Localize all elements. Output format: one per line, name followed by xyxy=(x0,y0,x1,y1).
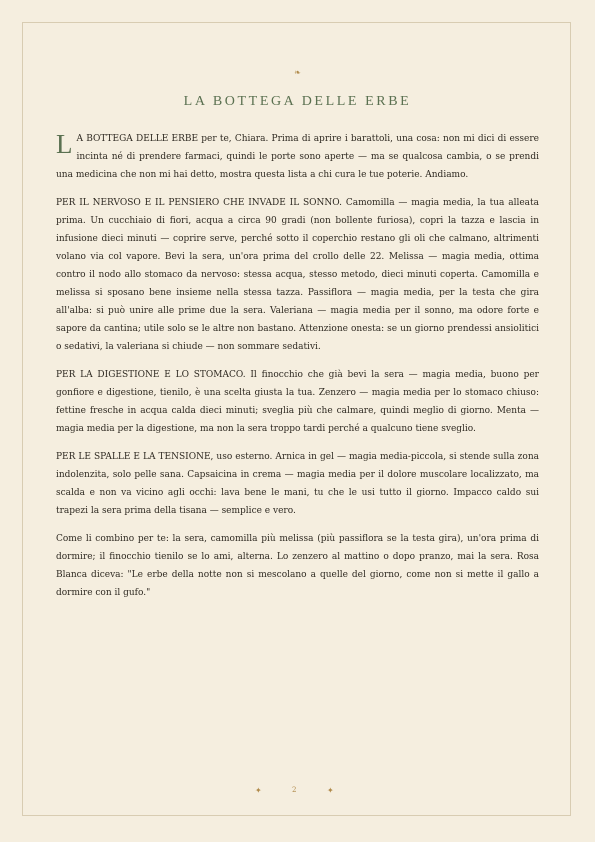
document-body xyxy=(56,130,539,612)
paragraph-digestion: PER LA DIGESTIONE E LO STOMACO. Il finocchio che già bevi la sera — magia media, buono per gonfiore e digestione, tienilo, è una scelta giusta la tua. Zenzero — magia media per lo stomaco chiuso: fettine fresche in acqua calda dieci minuti; sveglia più che calmare, quindi meglio di giorno. Menta — magia media per la digestione, ma non la sera troppo tardi perché a qualcuno tiene sveglio. xyxy=(56,370,539,434)
fleuron-ornament-icon: ❧ xyxy=(294,68,301,77)
star-ornament-icon: ✦ xyxy=(255,786,262,795)
star-ornament-icon: ✦ xyxy=(327,786,334,795)
page-footer xyxy=(0,786,595,798)
paragraph-shoulders-tension: PER LE SPALLE E LA TENSIONE, uso esterno. Arnica in gel — magia media-piccola, si stende sulla zona indolenzita, solo pelle sana. Capsaicina in crema — magia media per il dolore muscolare localizzato, ma scalda e non va vicino agli occhi: lava bene le mani, tu che le usi tutto il giorno. Impacco caldo sui trapezi la sera prima della tisana — semplice e vero. xyxy=(56,452,539,516)
paragraph-combination: Come li combino per te: la sera, camomilla più melissa (più passiflora se la testa gira), un'ora prima di dormire; il finocchio tienilo se lo ami, alterna. Lo zenzero al mattino o dopo pranzo, mai la sera. Rosa Blanca diceva: "Le erbe della notte non si mescolano a quelle del giorno, come non si mette il gallo a dormire con il gufo." xyxy=(56,534,539,598)
page-title: LA BOTTEGA DELLE ERBE xyxy=(183,94,412,109)
intro-paragraph xyxy=(56,130,539,184)
page-number: 2 xyxy=(292,786,297,794)
paragraph-nervous-sleep: PER IL NERVOSO E IL PENSIERO CHE INVADE IL SONNO. Camomilla — magia media, la tua alleata prima. Un cucchiaio di fiori, acqua a circa 90 gradi (non bollente furiosa), copri la tazza e lascia in infusione dieci minuti — coprire serve, perché sotto il coperchio restano gli oli che calmano, altrimenti volano via col vapore. Bevi la sera, un'ora prima del crollo delle 22. Melissa — magia media, ottima contro il nodo allo stomaco da nervoso: stessa acqua, stesso metodo, dieci minuti coperta. Camomilla e melissa si sposano bene insieme nella stessa tazza. Passiflora — magia media, per la testa che gira all'alba: si può unire alle prime due la sera. Valeriana — magia media per il sonno, ma odore forte e sapore da cantina; utile solo se le altre non bastano. Attenzione onesta: se un giorno prendessi ansiolitici o sedativi, la valeriana si chiude — non sommare sedativi. xyxy=(56,198,539,352)
drop-cap: L xyxy=(56,129,73,159)
intro-text: A BOTTEGA DELLE ERBE per te, Chiara. Prima di aprire i barattoli, una cosa: non mi dici di essere incinta né di prendere farmaci, quindi le porte sono aperte — ma se qualcosa cambia, o se prendi una medicina che non mi hai detto, mostra questa lista a chi cura le tue poterie. Andiamo. xyxy=(56,134,539,180)
